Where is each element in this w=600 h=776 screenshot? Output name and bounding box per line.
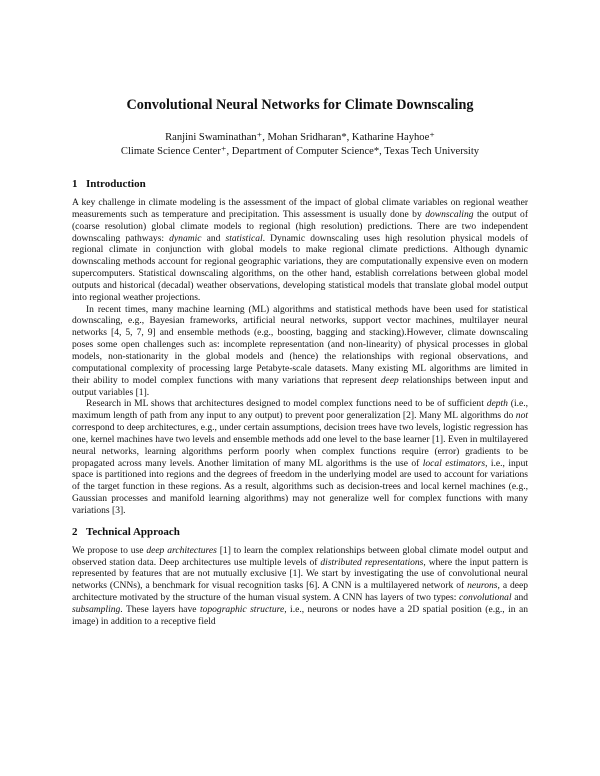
emphasis-text: neurons (467, 580, 498, 592)
text-run: . Dynamic downscaling uses high resolution physical models of regional climate in conjunction with global models to make regional climate predictions. Although dynamic downscaling methods account for regional geographic variations, they are computationally expensive even on modern supercomputers. Statistical downscaling algorithms, on the other hand, establish correlations between global model outputs and historical (decadal) weather observations, developing statistical models that translate global model output into regional weather projections. (72, 232, 528, 303)
emphasis-text: subsampling (72, 604, 121, 615)
text-run: (i.e., maximum length of path from any input to any output) to prevent poor generalization [2]. Many ML algorithms do (72, 398, 528, 422)
section-number: 2 (72, 525, 78, 538)
text-run: and (201, 232, 226, 244)
emphasis-text: depth (486, 398, 508, 410)
paragraph (72, 398, 528, 516)
author-block (72, 131, 528, 159)
emphasis-text: deep architectures (146, 544, 217, 556)
emphasis-text: local estimators (422, 457, 486, 469)
section-heading (72, 177, 528, 191)
emphasis-text: dynamic (169, 232, 202, 244)
author-affiliations: Climate Science Center⁺, Department of Computer Science*, Texas Tech University (120, 146, 480, 157)
section-introduction (72, 177, 528, 517)
text-run: [1] to learn the complex relationships between global climate model output and observed station data. Deep architectures use multiple levels of (72, 544, 528, 568)
text-run: , i.e., input space is partitioned into regions and the degrees of freedom in the underlying model are used to account for variations of the target function in these regions. As a result, algorithms such as decision-trees and local kernel machines (e.g., Gaussian processes and manifold learning algorithms) may not generalize well for complex functions with many variations [3]. (72, 457, 528, 516)
text-run: . These layers have (120, 604, 200, 615)
text-run: In recent times, many machine learning (ML) algorithms and statistical methods have been used for statistical downscaling, e.g., Bayesian frameworks, artificial neural networks, support vector machines, multilayer neural networks [4, 5, 7, 9] and ensemble methods (e.g., boosting, bagging and stacking).However, climate downscaling poses some open challenges such as: incomplete representation (and non-linearity) of physical processes in global models, non-stationarity in the global models and (hence) the relationships with regional observations, and computational complexity of processing large Petabyte-scale datasets. Many existing ML algorithms are limited in their ability to model complex functions with many variations that represent (72, 303, 528, 386)
text-run: , where the input pattern is represented by features that are not mutually exclusive [1]. We start by investigating the use of convolutional neural networks (CNNs), a benchmark for visual recognition tasks [6]. A CNN is a multilayered network of (72, 556, 528, 592)
section-technical-approach (72, 525, 528, 628)
emphasis-text: not (515, 410, 528, 422)
text-run: , i.e., neurons or nodes have a 2D spatial position (e.g., in an image) in addition to a receptive field (72, 604, 528, 627)
emphasis-text: convolutional (459, 592, 512, 604)
text-run: A key challenge in climate modeling is the assessment of the impact of global climate variables on regional weather measurements such as temperature and precipitation. This assessment is usually done by (72, 197, 528, 220)
section-title: Technical Approach (86, 525, 180, 538)
section-number: 1 (72, 178, 78, 190)
text-run: , a deep architecture motivated by the structure of the human visual system. A CNN has layers of two types: (72, 580, 528, 604)
paragraph (72, 304, 528, 399)
text-run: the output of (coarse resolution) global climate models to regional (high resolution) predictions. There are two independent downscaling pathways: (72, 208, 528, 244)
section-heading (72, 525, 528, 539)
text-run: Research in ML shows that architectures designed to model complex functions need to be of sufficient (86, 398, 487, 410)
paragraph (72, 197, 528, 304)
paper-page (72, 96, 528, 628)
text-run: We propose to use (72, 544, 147, 556)
emphasis-text: downscaling (425, 208, 474, 220)
author-names: Ranjini Swaminathan⁺, Mohan Sridharan*, Katharine Hayhoe⁺ (165, 132, 435, 143)
paragraph (72, 545, 528, 628)
emphasis-text: topographic structure (199, 604, 285, 615)
paper-title: Convolutional Neural Networks for Climate Downscaling (126, 97, 474, 113)
text-run: relationships between input and output variables [1]. (72, 374, 528, 398)
emphasis-text: statistical (225, 232, 263, 244)
emphasis-text: distributed representations (320, 556, 424, 568)
text-run: and (511, 592, 528, 604)
section-title: Introduction (86, 178, 146, 190)
text-run: correspond to deep architectures, e.g., under certain assumptions, decision trees have two levels, logistic regression has one, kernel machines have two levels and ensemble methods add one level to the base learner [1]. Even in multilayered neural networks, learning algorithms perform poorly when complex functions require (error) gradients to be propagated across many levels. Another limitation of many ML algorithms is the use of (72, 422, 528, 469)
emphasis-text: deep (380, 374, 399, 386)
